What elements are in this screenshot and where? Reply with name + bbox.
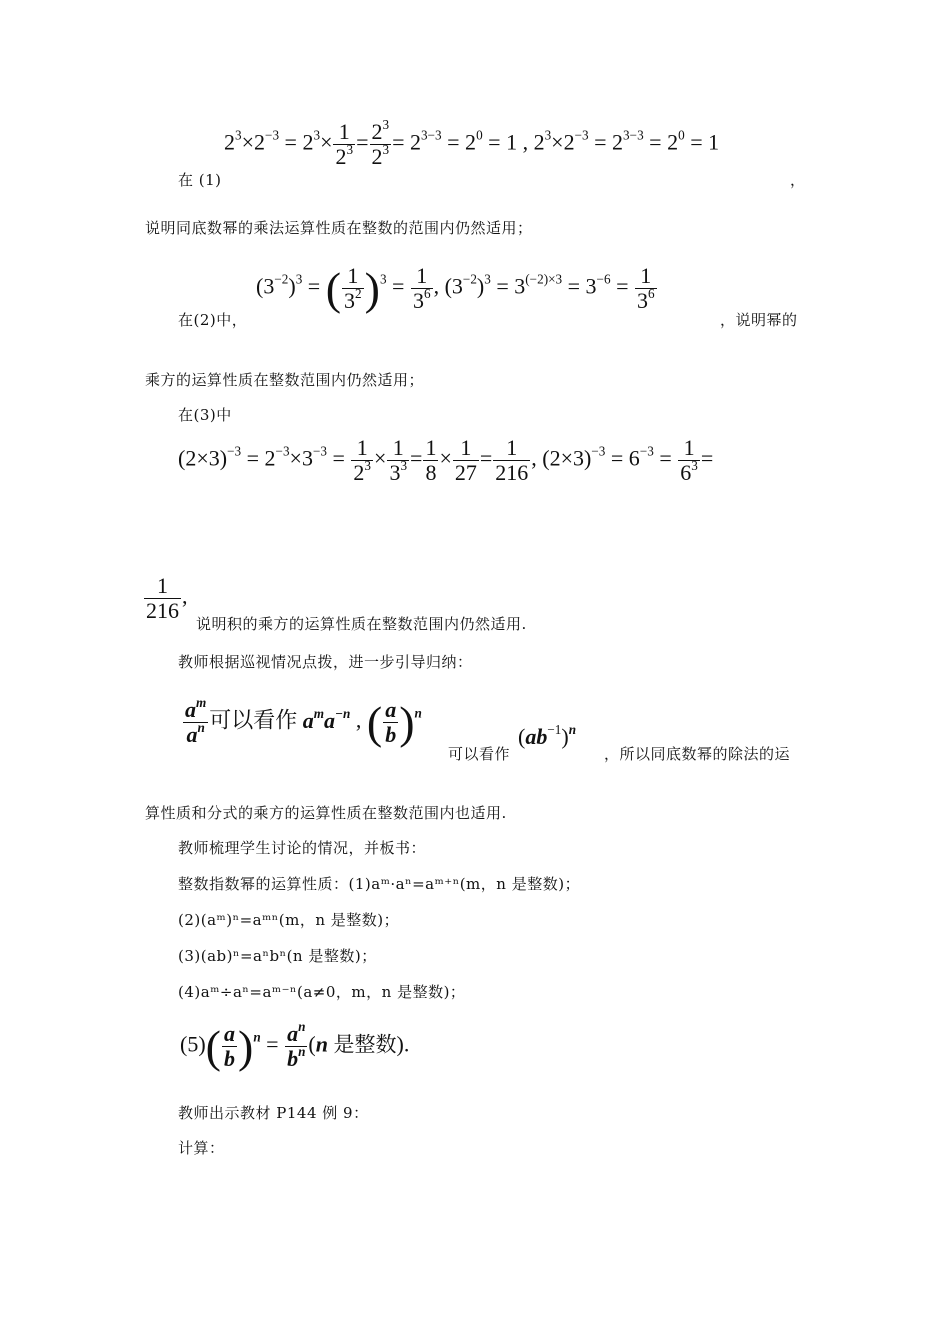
line6-math: $(2\times 3)^{-3} = 2^{-3}\times 3^{-3}$ = $\frac{1}{2^3}$ × $\frac{1}{3^3}$ = $\frac{1}{8}$ × $\frac{1}{27}$ = $\frac{1}{216}$ , $(2\times 3)^{-3} = 6^{-3}$ = $\frac{1}{6^3}$ = — [178, 435, 714, 485]
line12-text: 整数指数幂的运算性质：(1)aᵐ·aⁿ=aᵐ⁺ⁿ(m，n 是整数)； — [178, 875, 581, 893]
line4-text: 乘方的运算性质在整数范围内仍然适用； — [145, 371, 425, 389]
line7-text: 说明积的乘方的运算性质在整数范围内仍然适用. — [196, 615, 527, 633]
line5-text: 在(3)中 — [178, 406, 232, 424]
line9-math-b: $(ab^{-1})^n$ — [518, 722, 577, 749]
line2-text: 说明同底数幂的乘法运算性质在整数的范围内仍然适用； — [145, 219, 533, 237]
line1-suffix: ， — [790, 171, 806, 189]
line9-text-a: 可以看作 — [448, 745, 511, 763]
line16-math: (5)( $\frac{a}{b}$ )$^n$ = $\frac{a^n}{b^n}$ (n 是整数). — [180, 1019, 410, 1072]
line8-text: 教师根据巡视情况点拨，进一步引导归纳： — [178, 653, 473, 671]
line14-text: (3)(ab)ⁿ=aⁿbⁿ(n 是整数)； — [178, 947, 377, 965]
line3-prefix: 在(2)中， — [178, 311, 248, 329]
line15-text: (4)aᵐ÷aⁿ=aᵐ⁻ⁿ(a≠0，m，n 是整数)； — [178, 983, 466, 1001]
line3-suffix: ，说明幂的 — [720, 311, 798, 329]
line9-text-b: ，所以同底数幂的除法的运 — [604, 745, 791, 763]
line7-math: $\frac{1}{216}$ , — [146, 573, 188, 623]
line10-text: 算性质和分式的乘方的运算性质在整数范围内也适用. — [145, 804, 507, 822]
line11-text: 教师梳理学生讨论的情况，并板书： — [178, 839, 427, 857]
line1-math: $2^3\times 2^{-3} = 2^3\times$ $\frac{1}{2^3}$ = $\frac{2^3}{2^3}$ = $2^{3-3} = 2^0 = 1$ , $2^3\times 2^{-3} = 2^{3-3} = 2^0 = 1$ — [224, 117, 720, 169]
line13-text: (2)(aᵐ)ⁿ=aᵐⁿ(m，n 是整数)； — [178, 911, 400, 929]
line18-text: 计算： — [178, 1139, 225, 1157]
line1-prefix: 在 (1) — [178, 171, 222, 189]
line9-math-a: $\frac{a^m}{a^n}$ 可以看作 $a^ma^{-n}$ , ( $\frac{a}{b}$ )$^n$ — [185, 695, 422, 748]
line17-text: 教师出示教材 P144 例 9： — [178, 1104, 369, 1122]
line3-math: $(3^{-2})^3$ = ( $\frac{1}{3^2}$ )$^3$ = $\frac{1}{3^6}$ , $(3^{-2})^3 = 3^{(-2)\times 3} = 3^{-6}$ = $\frac{1}{3^6}$ — [256, 263, 655, 314]
